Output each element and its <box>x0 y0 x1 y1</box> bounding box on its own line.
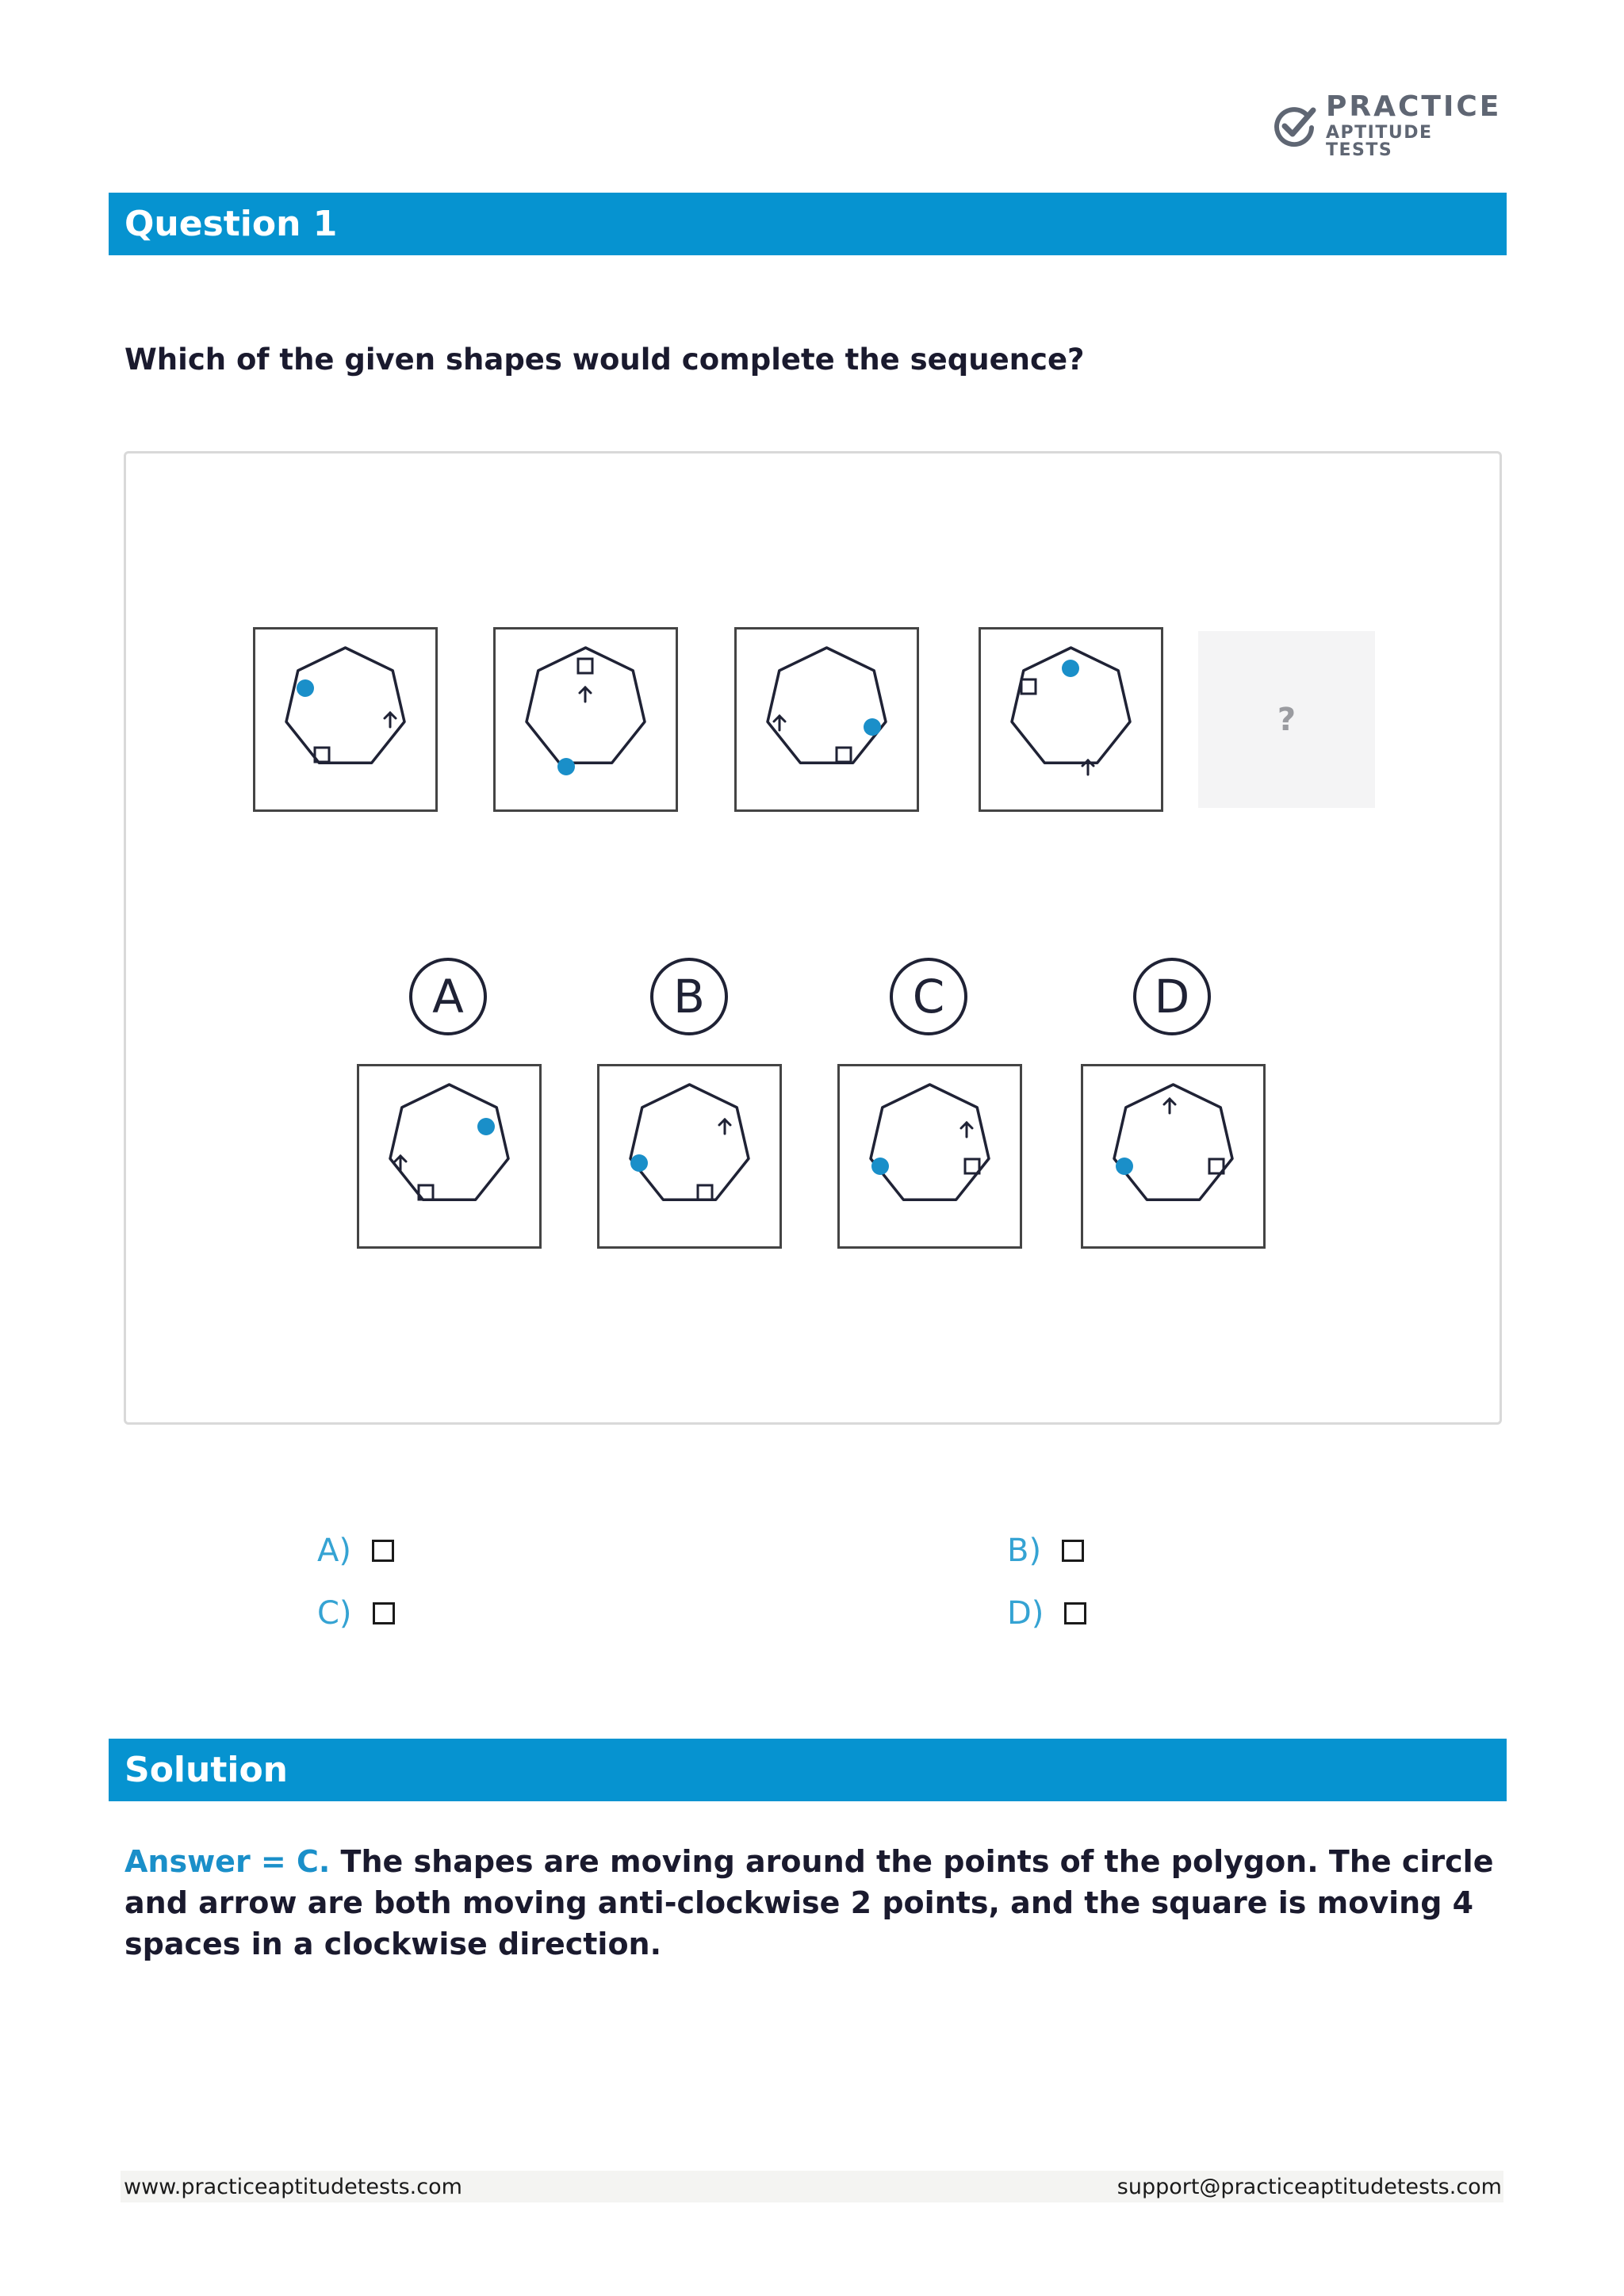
puzzle-frame <box>124 451 1502 1425</box>
choice-d-checkbox[interactable] <box>1064 1602 1086 1624</box>
sequence-tile-3 <box>734 627 919 812</box>
question-header: Question 1 <box>109 193 1507 255</box>
brand-tagline: APTITUDE TESTS <box>1326 123 1433 160</box>
sequence-tile-1 <box>253 627 438 812</box>
choice-b-checkbox[interactable] <box>1062 1540 1084 1562</box>
missing-tile: ? <box>1198 631 1375 808</box>
sequence-tile-2 <box>493 627 678 812</box>
choice-a <box>317 1533 394 1569</box>
choice-a-label: A) <box>317 1533 351 1569</box>
choice-b-label: B) <box>1007 1533 1042 1569</box>
option-b-badge: B <box>650 958 728 1035</box>
check-circle-icon <box>1272 104 1316 148</box>
option-tile-b <box>597 1064 782 1249</box>
sequence-tile-4 <box>979 627 1163 812</box>
option-tile-d <box>1081 1064 1266 1249</box>
question-text: Which of the given shapes would complete the sequence? <box>124 342 1085 377</box>
answer-explanation: The shapes are moving around the points of the polygon. The circle and arrow are both moving anti-clockwise 2 points, and the square is moving 4 spaces in a clockwise direction. <box>124 1844 1494 1961</box>
answer-paragraph <box>124 1841 1504 1965</box>
choice-d-label: D) <box>1007 1595 1044 1632</box>
choice-c <box>317 1595 395 1632</box>
solution-header: Solution <box>109 1739 1507 1801</box>
brand-name: PRACTICE <box>1326 90 1502 123</box>
option-a-badge: A <box>409 958 487 1035</box>
choice-d <box>1007 1595 1086 1632</box>
choice-a-checkbox[interactable] <box>372 1540 394 1562</box>
answer-label: Answer = C. <box>124 1844 331 1879</box>
footer-website: www.practiceaptitudetests.com <box>124 2174 462 2199</box>
page-footer <box>121 2171 1503 2202</box>
footer-email: support@practiceaptitudetests.com <box>1116 2174 1502 2199</box>
option-tile-a <box>357 1064 542 1249</box>
choice-c-label: C) <box>317 1595 352 1632</box>
choice-c-checkbox[interactable] <box>373 1602 395 1624</box>
option-d-badge: D <box>1133 958 1211 1035</box>
choice-b <box>1007 1533 1084 1569</box>
option-c-badge: C <box>890 958 967 1035</box>
brand-logo <box>1272 90 1502 160</box>
option-tile-c <box>837 1064 1022 1249</box>
